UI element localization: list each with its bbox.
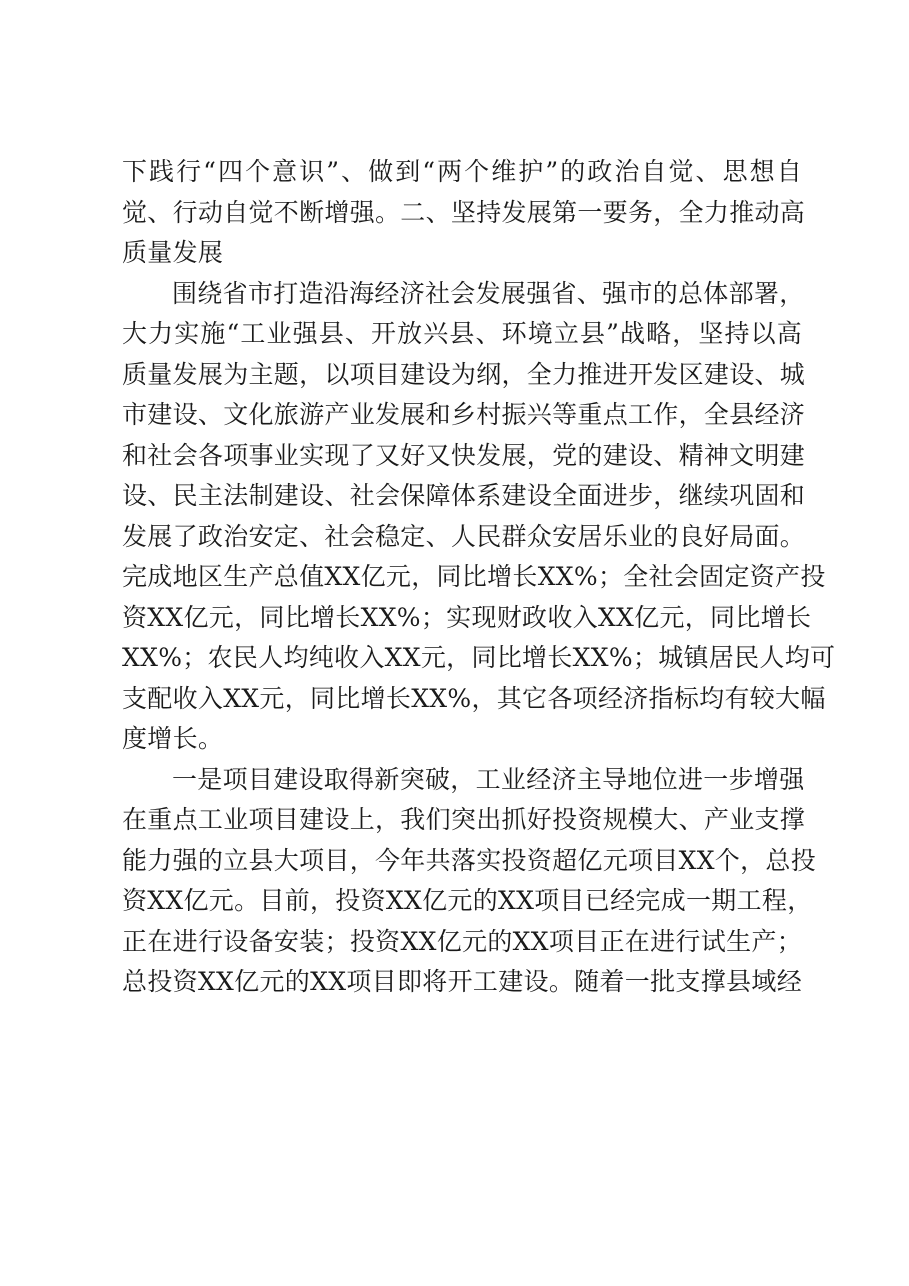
- text-line: 市建设、文化旅游产业发展和乡村振兴等重点工作，全县经济: [122, 400, 806, 429]
- text-line: 支配收入XX元，同比增长XX%，其它各项经济指标均有较大幅: [122, 683, 826, 713]
- text-line: 资XX亿元，同比增长XX%；实现财政收入XX亿元，同比增长: [122, 602, 812, 632]
- text-line: 度增长。: [122, 724, 224, 753]
- text-line: 大力实施“工业强县、开放兴县、环境立县”战略，坚持以高: [122, 319, 802, 348]
- text-line: 围绕省市打造沿海经济社会发展强省、强市的总体部署，: [172, 278, 805, 308]
- text-line: 下践行“四个意识”、做到“两个维护”的政治自觉、思想自: [122, 157, 802, 186]
- paragraph: [122, 152, 806, 274]
- paragraph: [122, 760, 816, 1003]
- text-line: 发展了政治安定、社会稳定、人民群众安居乐业的良好局面。: [122, 521, 806, 551]
- text-line: 正在进行设备安装；投资XX亿元的XX项目正在进行试生产；: [122, 926, 802, 956]
- text-line: 一是项目建设取得新突破，工业经济主导地位进一步增强: [172, 764, 805, 794]
- text-line: 和社会各项事业实现了又好又快发展，党的建设、精神文明建: [122, 440, 806, 470]
- text-line: 觉、行动自觉不断增强。二、坚持发展第一要务，全力推动高: [122, 197, 806, 227]
- text-line: 设、民主法制建设、社会保障体系建设全面进步，继续巩固和: [122, 481, 806, 510]
- text-line: 质量发展: [122, 238, 224, 267]
- text-line: 能力强的立县大项目，今年共落实投资超亿元项目XX个，总投: [122, 845, 816, 875]
- text-line: 总投资XX亿元的XX项目即将开工建设。随着一批支撑县域经: [122, 967, 802, 996]
- text-line: 质量发展为主题，以项目建设为纲，全力推进开发区建设、城: [122, 359, 806, 389]
- document-body: [122, 152, 836, 1003]
- text-line: 完成地区生产总值XX亿元，同比增长XX%；全社会固定资产投: [122, 562, 826, 591]
- text-line: 在重点工业项目建设上，我们突出抓好投资规模大、产业支撑: [122, 805, 806, 834]
- paragraph: [122, 274, 836, 760]
- text-line: 资XX亿元。目前，投资XX亿元的XX项目已经完成一期工程，: [122, 886, 813, 915]
- text-line: XX%；农民人均纯收入XX元，同比增长XX%；城镇居民人均可: [122, 643, 836, 672]
